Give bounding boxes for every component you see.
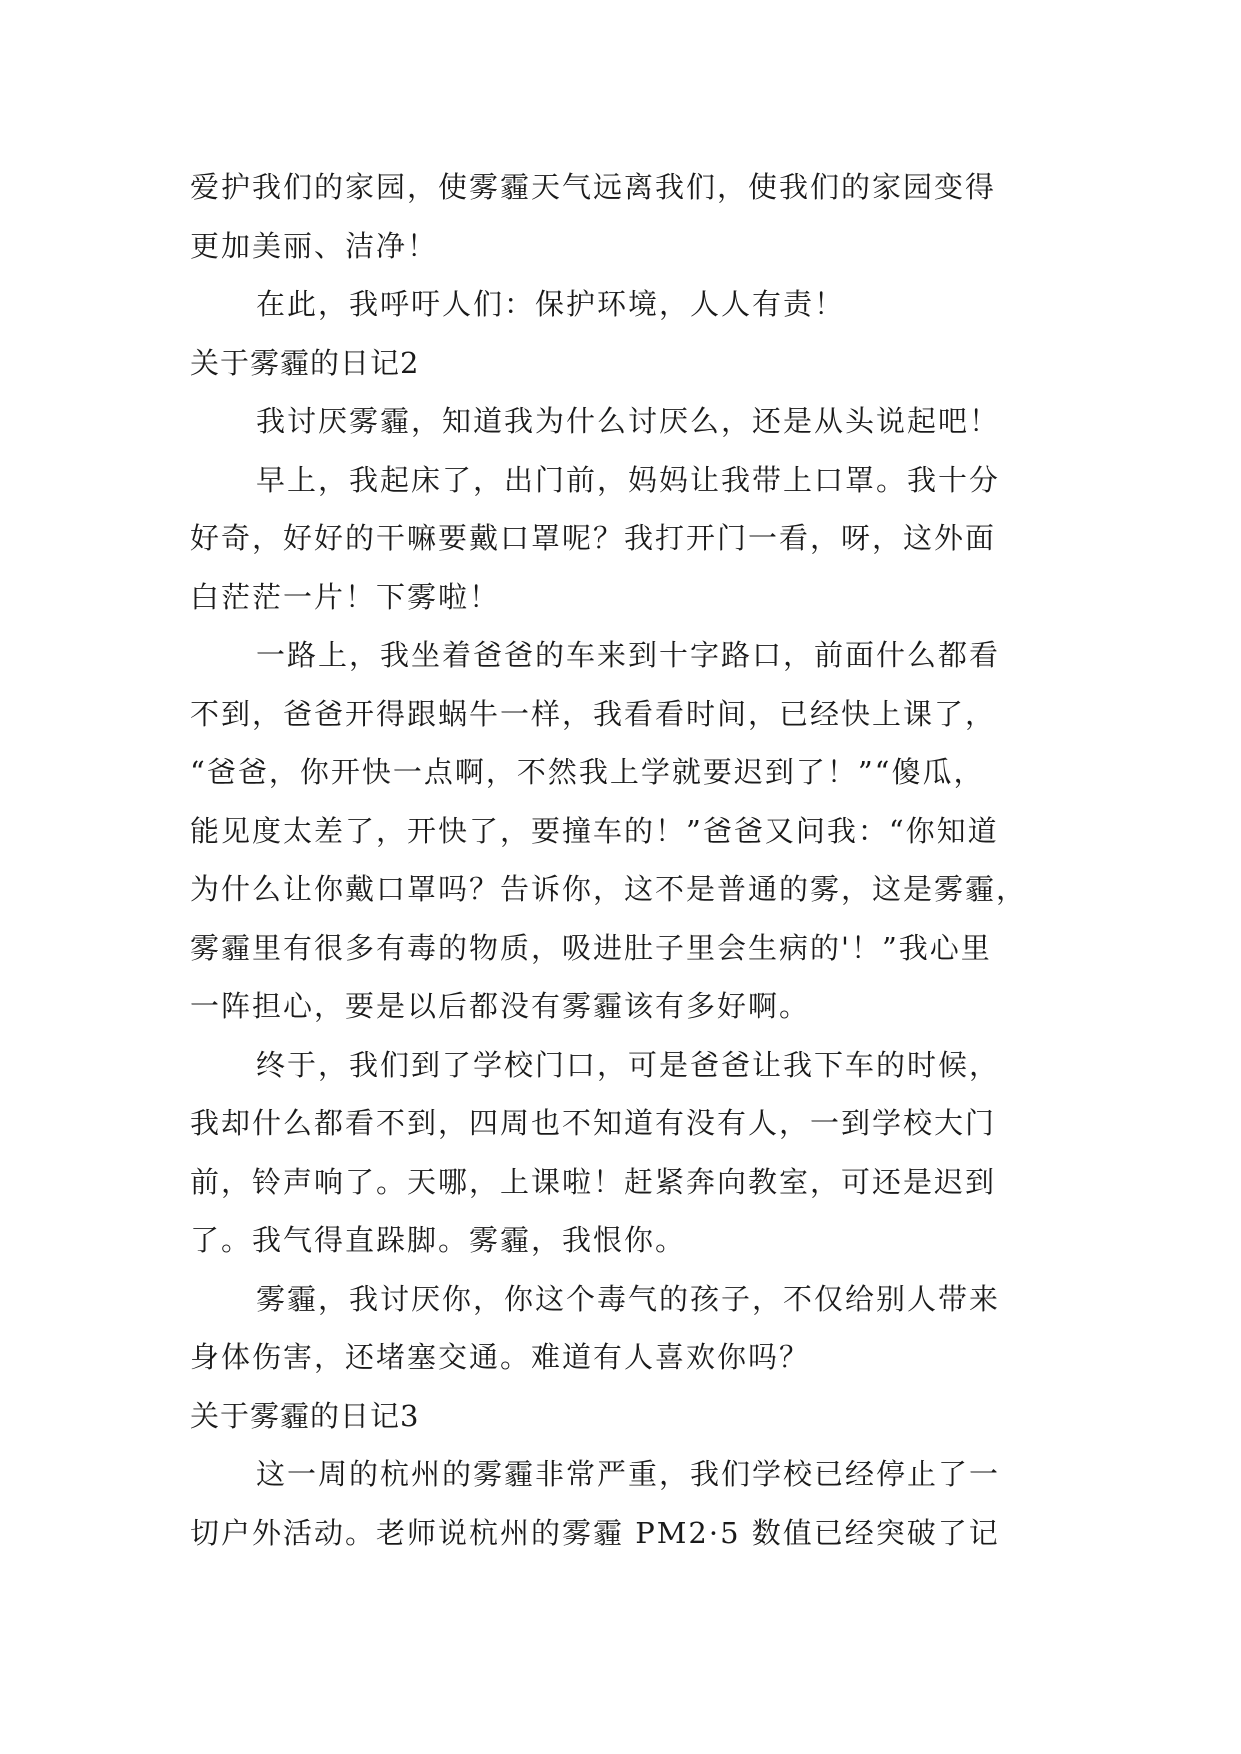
- text-line: 更加美丽、洁净！: [190, 228, 439, 263]
- text-line: 我却什么都看不到，四周也不知道有没有人，一到学校大门: [190, 1106, 997, 1140]
- text-line: 白茫茫一片！下雾啦！: [190, 579, 501, 614]
- text-line: 一路上，我坐着爸爸的车来到十字路口，前面什么都看: [256, 638, 1001, 672]
- text-line: 了。我气得直跺脚。雾霾，我恨你。: [190, 1223, 687, 1257]
- text-line: 雾霾，我讨厌你，你这个毒气的孩子，不仅给别人带来: [256, 1281, 1001, 1316]
- text-line: “爸爸，你开快一点啊，不然我上学就要迟到了！”“傻瓜，: [190, 755, 985, 789]
- text-line: 身体伤害，还堵塞交通。难道有人喜欢你吗？: [190, 1340, 811, 1374]
- text-line: 终于，我们到了学校门口，可是爸爸让我下车的时候，: [256, 1047, 1001, 1082]
- text-line: 能见度太差了，开快了，要撞车的！”爸爸又问我：“你知道: [190, 813, 999, 848]
- text-line: 为什么让你戴口罩吗？告诉你，这不是普通的雾，这是雾霾，: [190, 872, 1028, 906]
- section-heading: 关于雾霾的日记2: [190, 345, 420, 380]
- text-line: 一阵担心，要是以后都没有雾霾该有多好啊。: [190, 989, 811, 1023]
- text-line: 爱护我们的家园，使雾霾天气远离我们，使我们的家园变得: [190, 170, 997, 204]
- section-heading: 关于雾霾的日记3: [190, 1398, 420, 1433]
- text-line: 前，铃声响了。天哪，上课啦！赶紧奔向教室，可还是迟到: [190, 1164, 997, 1199]
- document-body: [190, 158, 1060, 1562]
- text-line: 在此，我呼吁人们：保护环境，人人有责！: [256, 287, 846, 321]
- text-line: 好奇，好好的干嘛要戴口罩呢？我打开门一看，呀，这外面: [190, 521, 997, 555]
- text-line: 不到，爸爸开得跟蜗牛一样，我看看时间，已经快上课了，: [190, 696, 997, 731]
- text-line: 切户外活动。老师说杭州的雾霾 PM2·5 数值已经突破了记: [190, 1515, 1000, 1550]
- text-line: 雾霾里有很多有毒的物质，吸进肚子里会生病的'！”我心里: [190, 930, 992, 965]
- text-line: 这一周的杭州的雾霾非常严重，我们学校已经停止了一: [256, 1457, 1001, 1491]
- text-line: 早上，我起床了，出门前，妈妈让我带上口罩。我十分: [256, 462, 1001, 497]
- text-line: 我讨厌雾霾，知道我为什么讨厌么，还是从头说起吧！: [256, 404, 1001, 438]
